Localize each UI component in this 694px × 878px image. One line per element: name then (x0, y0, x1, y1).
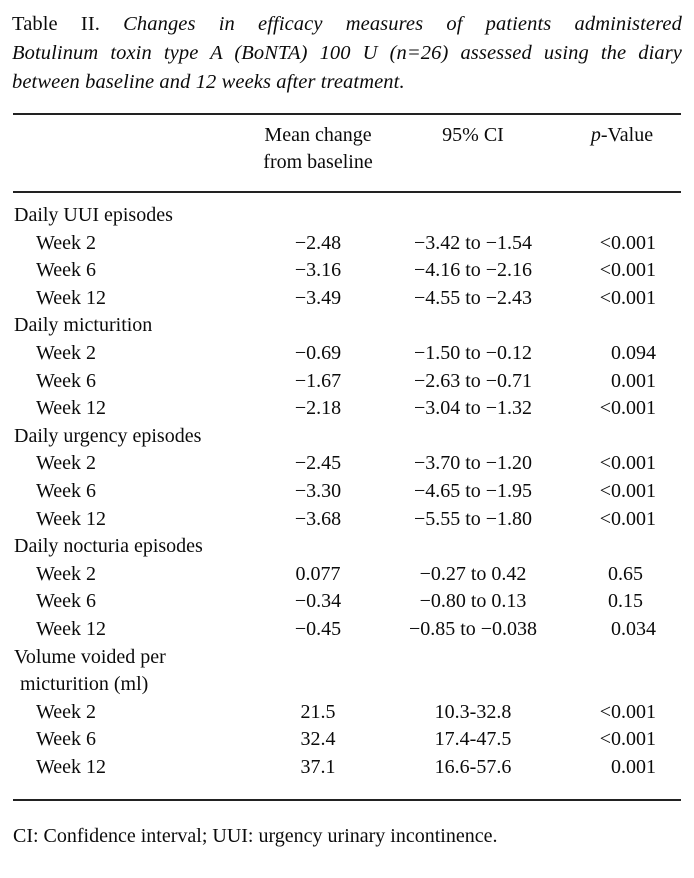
header-p-symbol: p (590, 124, 601, 146)
week-label-cell: Week 12 (13, 754, 253, 801)
table-row (13, 368, 681, 396)
section-label-row (13, 192, 681, 230)
week-label-cell: Week 12 (36, 286, 107, 309)
p-value-cell: <0.001 (599, 259, 656, 282)
mean-change-cell: −3.16 (294, 259, 342, 282)
week-label-cell: Week 6 (36, 369, 97, 392)
week-label-cell: Week 6 (36, 728, 97, 751)
caption-line-1-text: Changes in efficacy measures of patients administered (123, 13, 682, 35)
section-label: Volume voided per (14, 645, 166, 668)
ci-cell: 17.4-47.5 (434, 728, 512, 751)
ci-cell: −0.85 to −0.038 (408, 617, 538, 640)
header-mean-line2: from baseline (263, 151, 373, 173)
caption-line-1 (12, 10, 682, 39)
mean-change-cell: −0.34 (294, 590, 342, 613)
section-label-row (13, 423, 681, 451)
table-row (13, 395, 681, 423)
section-label: Daily urgency episodes (14, 424, 202, 447)
ci-cell: −4.16 to −2.16 (413, 259, 533, 282)
section-label-row (13, 644, 681, 672)
ci-cell: 16.6-57.6 (383, 754, 563, 801)
week-label-cell: Week 2 (36, 562, 97, 585)
mean-change-cell: −2.48 (294, 231, 342, 254)
ci-cell: −3.42 to −1.54 (413, 231, 533, 254)
mean-change-cell: −0.45 (294, 617, 342, 640)
ci-cell: −3.70 to −1.20 (413, 452, 533, 475)
week-label-cell: Week 2 (36, 700, 97, 723)
efficacy-table (13, 113, 681, 801)
week-label-cell: Week 6 (36, 259, 97, 282)
ci-cell: −4.55 to −2.43 (413, 286, 533, 309)
week-label-cell: Week 12 (36, 397, 107, 420)
week-label-cell: Week 2 (36, 231, 97, 254)
caption-line-2: Botulinum toxin type A (BoNTA) 100 U (n=26) assessed using the diary (12, 42, 682, 64)
ci-cell: −0.27 to 0.42 (419, 562, 527, 585)
p-value-cell: 0.001 (563, 754, 681, 801)
header-mean-line1: Mean change (264, 124, 372, 146)
mean-change-cell: 37.1 (253, 754, 383, 801)
table-header (13, 114, 681, 192)
section-label: Daily nocturia episodes (14, 535, 203, 558)
table-row (13, 506, 681, 534)
mean-change-cell: 32.4 (300, 728, 336, 751)
week-label-cell: Week 12 (36, 507, 107, 530)
section-label-row (13, 671, 681, 699)
section-label: Daily UUI episodes (14, 204, 173, 226)
caption-line-3: between baseline and 12 weeks after treatment. (12, 71, 405, 93)
mean-change-cell: −3.49 (294, 286, 342, 309)
header-row (13, 114, 681, 192)
mean-change-cell: −0.69 (294, 341, 342, 364)
table-row (13, 699, 681, 727)
mean-change-cell: −3.68 (294, 507, 342, 530)
p-value-cell: 0.001 (611, 369, 656, 392)
table-row (13, 588, 681, 616)
table-row (13, 478, 681, 506)
mean-change-cell: 21.5 (300, 700, 336, 723)
mean-change-cell: −2.45 (294, 452, 342, 475)
week-label-cell: Week 6 (36, 479, 97, 502)
table-row (13, 754, 681, 801)
week-label-cell: Week 2 (36, 452, 97, 475)
header-p-value (563, 114, 681, 192)
p-value-cell: <0.001 (599, 452, 656, 475)
table-row (13, 561, 681, 589)
p-value-cell: <0.001 (599, 479, 656, 502)
ci-cell: −4.65 to −1.95 (413, 479, 533, 502)
mean-change-cell: 0.077 (295, 562, 341, 585)
p-value-cell: <0.001 (599, 286, 656, 309)
ci-cell: −5.55 to −1.80 (413, 507, 533, 530)
table-row (13, 450, 681, 478)
table-row (13, 726, 681, 754)
p-value-cell: <0.001 (599, 397, 656, 420)
section-label-row (13, 312, 681, 340)
header-95ci: 95% CI (383, 114, 563, 192)
header-mean-change (253, 114, 383, 192)
mean-change-cell: −3.30 (294, 479, 342, 502)
table-footnote: CI: Confidence interval; UUI: urgency urinary incontinence. (13, 825, 498, 848)
table-number-label: Table II. (12, 13, 100, 35)
table-row (13, 230, 681, 258)
p-value-cell: 0.034 (611, 617, 656, 640)
table-row (13, 340, 681, 368)
p-value-cell: <0.001 (599, 728, 656, 751)
p-value-cell: <0.001 (599, 507, 656, 530)
table-row (13, 616, 681, 644)
table-row (13, 257, 681, 285)
week-label-cell: Week 6 (36, 590, 97, 613)
section-label-continued: micturition (ml) (20, 673, 149, 696)
p-value-cell: <0.001 (599, 700, 656, 723)
ci-cell: −3.04 to −1.32 (413, 397, 533, 420)
section-label-row (13, 533, 681, 561)
p-value-cell: 0.094 (611, 341, 656, 364)
week-label-cell: Week 2 (36, 341, 97, 364)
header-empty-cell (13, 114, 253, 192)
mean-change-cell: −2.18 (294, 397, 342, 420)
p-value-cell: <0.001 (599, 231, 656, 254)
ci-cell: −0.80 to 0.13 (419, 590, 527, 613)
week-label-cell: Week 12 (36, 617, 107, 640)
table-body (13, 192, 681, 800)
ci-cell: 10.3-32.8 (434, 700, 512, 723)
table-row (13, 285, 681, 313)
ci-cell: −2.63 to −0.71 (413, 369, 533, 392)
ci-cell: −1.50 to −0.12 (413, 341, 533, 364)
header-p-rest: -Value (600, 124, 654, 146)
p-value-cell: 0.15 (608, 590, 643, 613)
p-value-cell: 0.65 (608, 562, 643, 585)
table-caption (12, 10, 682, 97)
section-label: Daily micturition (14, 314, 153, 337)
mean-change-cell: −1.67 (294, 369, 342, 392)
